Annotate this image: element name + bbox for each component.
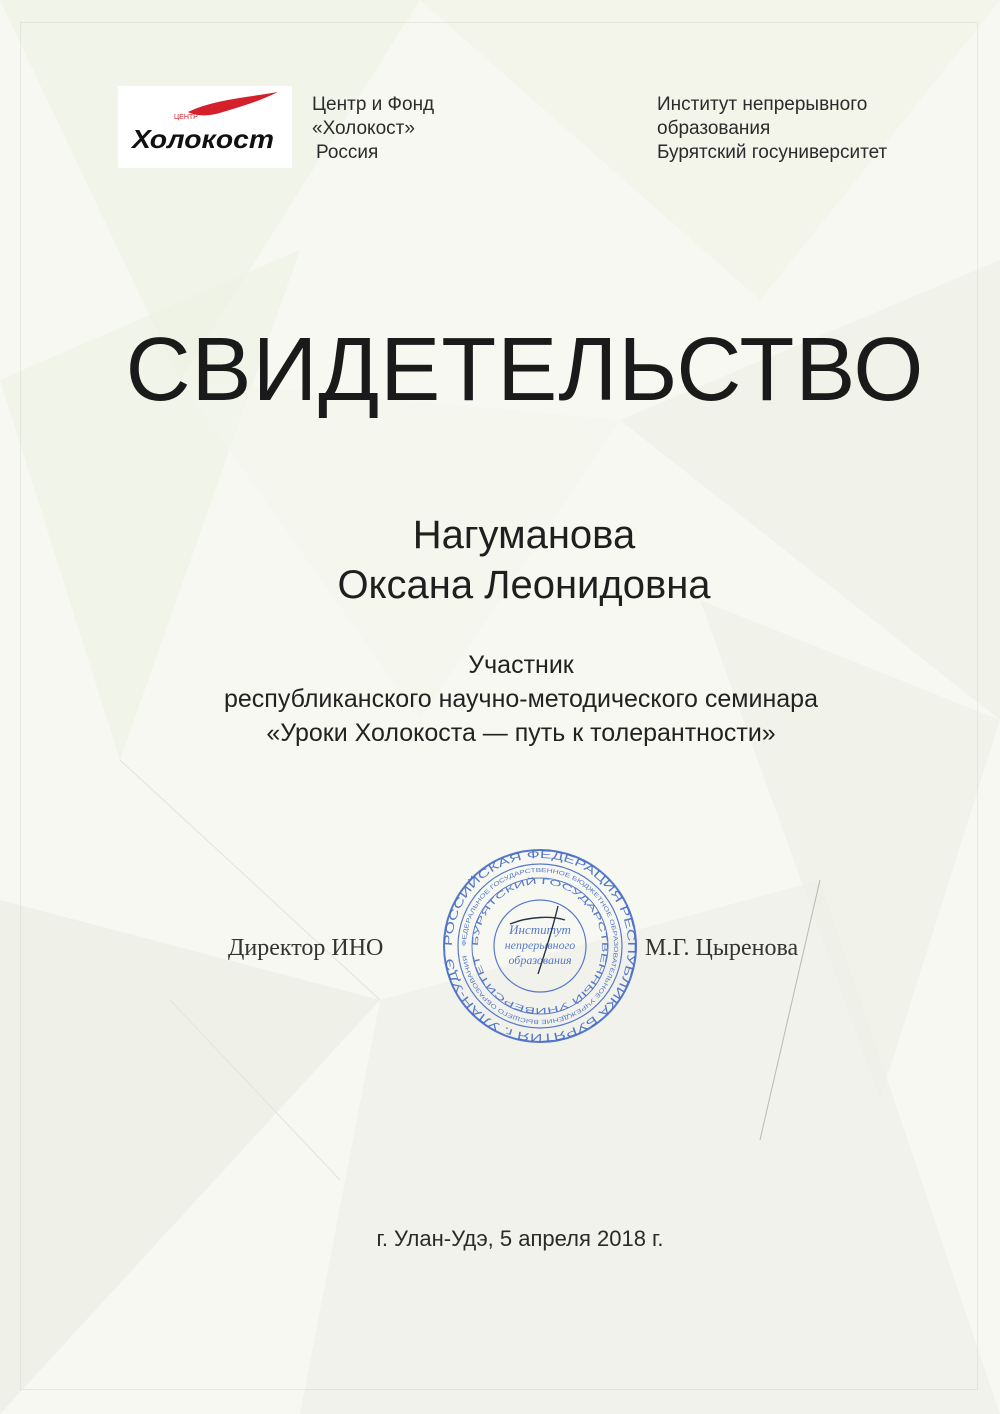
certificate-description	[0, 648, 1000, 750]
recipient-name	[0, 510, 1000, 610]
org-left-line-1: Центр и Фонд	[312, 94, 435, 115]
stamp-center-line-1: Институт	[509, 922, 571, 937]
event-line-2: «Уроки Холокоста — путь к толерантности»	[266, 719, 776, 747]
org-right-line-2: образования	[657, 118, 771, 139]
stamp-university-text: БУРЯТСКИЙ ГОСУДАРСТВЕННЫЙ УНИВЕРСИТЕТ	[470, 876, 610, 1016]
logo-wordmark: Холокост	[129, 124, 274, 154]
stamp-outer-text: РОССИЙСКАЯ ФЕДЕРАЦИЯ РЕСПУБЛИКА БУРЯТИЯ г. УЛАН-УДЭ	[442, 848, 638, 1044]
official-stamp	[440, 846, 640, 1046]
org-left-line-3: Россия	[316, 142, 379, 163]
org-center-foundation	[312, 93, 434, 165]
org-left-line-2: «Холокост»	[312, 118, 415, 139]
org-right-line-1: Институт непрерывного	[657, 94, 868, 115]
org-institute	[657, 93, 887, 165]
recipient-given-names: Оксана Леонидовна	[337, 563, 711, 607]
signatory-name: М.Г. Цыренова	[645, 935, 799, 961]
participant-role: Участник	[468, 651, 574, 679]
signatory-position: Директор ИНО	[228, 935, 384, 961]
stamp-inner-text: ФЕДЕРАЛЬНОЕ ГОСУДАРСТВЕННОЕ БЮДЖЕТНОЕ ОБРАЗОВАТЕЛЬНОЕ УЧРЕЖДЕНИЕ ВЫСШЕГО ОБРАЗОВАНИЯ	[461, 867, 619, 1025]
recipient-surname: Нагуманова	[412, 513, 636, 557]
stamp-center-line-3: образования	[508, 953, 572, 967]
flame-shape	[188, 92, 278, 115]
org-right-line-3: Бурятский госуниверситет	[657, 142, 888, 163]
issue-date: г. Улан-Удэ, 5 апреля 2018 г.	[376, 1226, 664, 1251]
holocaust-logo	[118, 86, 292, 168]
certificate-title: СВИДЕТЕЛЬСТВО	[125, 320, 925, 420]
event-line-1: республиканского научно-методического семинара	[224, 685, 818, 713]
logo-tagline: ЦЕНТР	[174, 114, 198, 121]
stamp-center-line-2: непрерывного	[504, 938, 576, 952]
